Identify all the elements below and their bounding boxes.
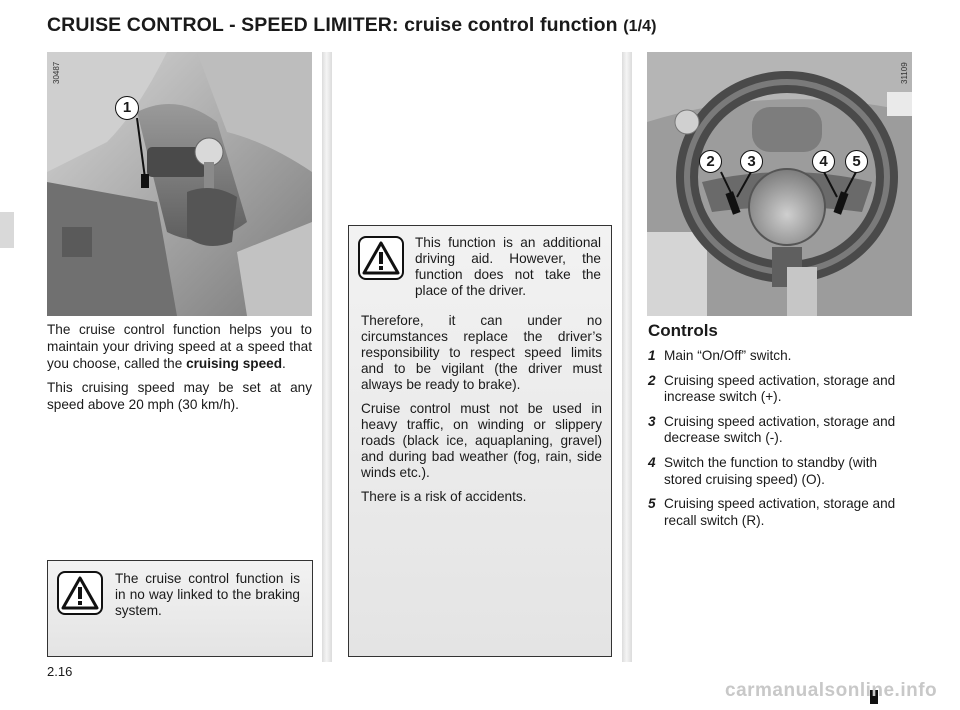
braking-warning-text: The cruise control function is in no way linked to the braking system. xyxy=(115,571,300,618)
controls-heading: Controls xyxy=(648,321,718,340)
control-number: 3 xyxy=(648,413,656,429)
intro-text xyxy=(47,322,312,422)
control-item xyxy=(648,373,911,406)
warning-triangle-icon xyxy=(57,571,103,615)
page-title xyxy=(47,14,657,37)
shifter-console-photo xyxy=(47,52,312,316)
controls-list xyxy=(648,348,911,537)
watermark: carmanualsonline.info xyxy=(725,680,938,701)
section-tab xyxy=(0,212,14,248)
control-item xyxy=(648,348,911,365)
driving-aid-intro: This function is an additional driving aid. However, the function does not take the place of the driver. xyxy=(415,235,601,298)
callout-1: 1 xyxy=(115,96,139,120)
control-number: 5 xyxy=(648,496,656,512)
callout-5: 5 xyxy=(845,150,868,173)
control-number: 4 xyxy=(648,454,656,470)
steering-wheel-illustration xyxy=(647,52,912,316)
callout-2: 2 xyxy=(699,150,722,173)
title-main: CRUISE CONTROL - SPEED LIMITER: cruise control function xyxy=(47,14,618,36)
driving-aid-paragraph-1: Therefore, it can under no circumstances replace the driver’s responsibility to respect speed limits and to be vigilant (the driver must always be ready to brake). xyxy=(361,313,602,392)
callout-4: 4 xyxy=(812,150,835,173)
driving-aid-warning-box xyxy=(348,225,612,657)
control-text: Cruising speed activation, storage and recall switch (R). xyxy=(664,496,896,528)
callout-3: 3 xyxy=(740,150,763,173)
steering-wheel-photo xyxy=(647,52,912,316)
braking-warning-box xyxy=(47,560,313,657)
control-text: Cruising speed activation, storage and decrease switch (-). xyxy=(664,413,896,446)
shifter-console-illustration xyxy=(47,52,312,316)
control-number: 1 xyxy=(648,348,656,363)
driving-aid-paragraphs xyxy=(361,313,602,513)
control-item xyxy=(648,496,911,529)
control-item xyxy=(648,414,911,447)
control-text: Switch the function to standby (with stored cruising speed) (O). xyxy=(664,454,878,487)
warning-triangle-icon xyxy=(358,236,404,280)
photo-reference-left: 30487 xyxy=(52,61,61,84)
control-text: Cruising speed activation, storage and increase switch (+). xyxy=(664,372,896,405)
intro-paragraph-1: The cruise control function helps you to maintain your driving speed at a speed that you choose, called the cruising speed. xyxy=(47,322,312,371)
control-text: Main “On/Off” switch. xyxy=(664,348,792,363)
driving-aid-paragraph-2: Cruise control must not be used in heavy traffic, on winding or slippery roads (black ice, aquaplaning, gravel) and during bad weather (fog, rain, side winds etc.). xyxy=(361,401,602,480)
control-item xyxy=(648,455,911,488)
driving-aid-paragraph-3: There is a risk of accidents. xyxy=(361,489,527,504)
column-divider-right xyxy=(622,52,632,662)
intro-paragraph-2: This cruising speed may be set at any speed above 20 mph (30 km/h). xyxy=(47,380,312,413)
column-divider-left xyxy=(322,52,332,662)
control-number: 2 xyxy=(648,372,656,388)
title-page-part: (1/4) xyxy=(623,18,657,35)
page-number: 2.16 xyxy=(47,664,73,679)
photo-reference-right: 31109 xyxy=(900,62,909,84)
